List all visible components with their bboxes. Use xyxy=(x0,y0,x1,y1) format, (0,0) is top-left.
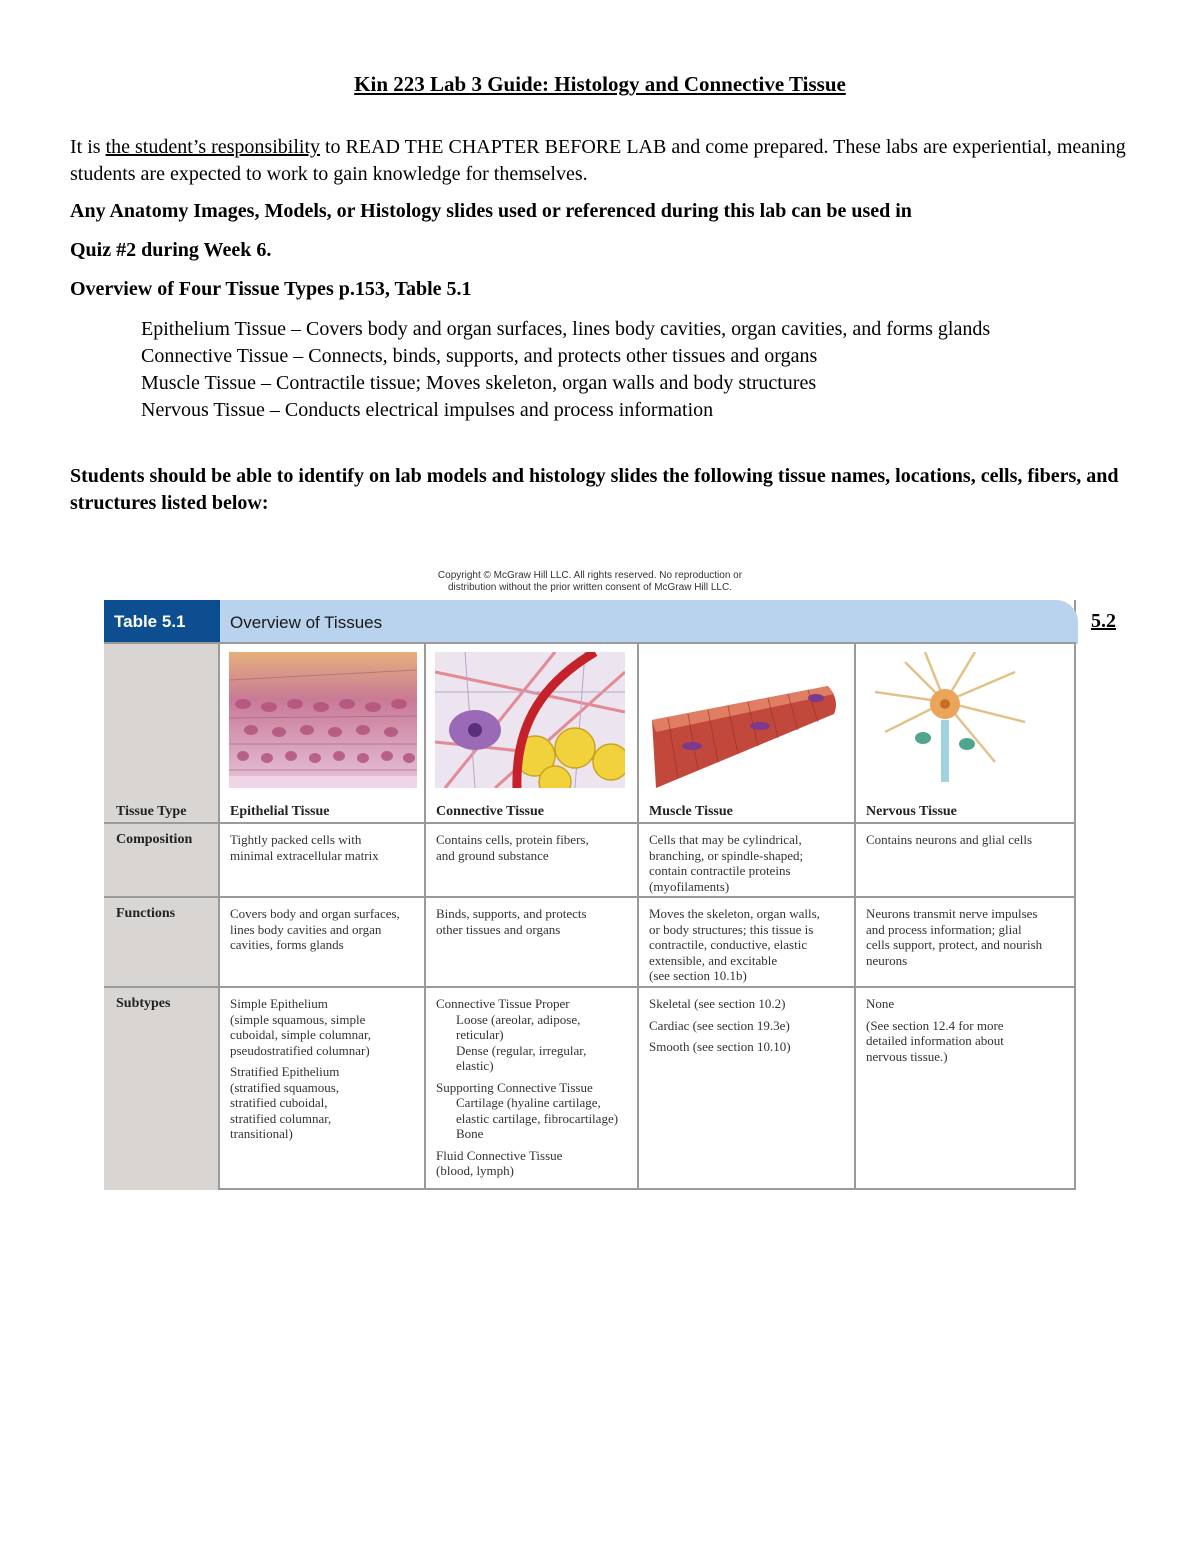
page-title: Kin 223 Lab 3 Guide: Histology and Connective Tissue xyxy=(354,72,846,96)
cell-functions-nervous xyxy=(866,906,1071,968)
cell-line: neurons xyxy=(866,952,908,968)
cell-line: transitional) xyxy=(230,1126,293,1141)
cell-line: extensible, and excitable xyxy=(649,952,778,968)
cell-line: Loose (areolar, adipose, xyxy=(456,1011,581,1027)
cell-line: Neurons transmit nerve impulses xyxy=(866,906,1038,921)
cell-line: contain contractile proteins xyxy=(649,863,791,878)
row-header-tissue-type: Tissue Type xyxy=(116,804,187,819)
cell-subtypes-epithelial xyxy=(230,996,420,1142)
grid-line xyxy=(637,644,639,1190)
overview-heading: Overview of Four Tissue Types p.153, Table 5.1 xyxy=(70,278,472,300)
copyright-line-2: distribution without the prior written consent of McGraw Hill LLC. xyxy=(447,582,732,593)
cell-line: Cartilage (hyaline cartilage, xyxy=(456,1095,601,1110)
cell-line: Cardiac (see section 19.3e) xyxy=(649,1017,790,1033)
intro-post: to READ THE CHAPTER BEFORE LAB and come prepared. These labs are experiential, meaning students are expected to work to gain knowledge for themselves. xyxy=(70,136,1126,185)
copyright-notice xyxy=(380,570,800,594)
cell-subtypes-muscle xyxy=(649,996,849,1055)
cell-line: Tightly packed cells with xyxy=(230,832,362,847)
cell-line: Covers body and organ surfaces, xyxy=(230,906,400,921)
cell-line: Smooth (see section 10.10) xyxy=(649,1039,791,1054)
figure-reference: 5.2 xyxy=(1091,610,1116,632)
table-title: Overview of Tissues xyxy=(220,600,1078,644)
subtype-title: Supporting Connective Tissue xyxy=(436,1079,593,1095)
cell-line: Moves the skeleton, organ walls, xyxy=(649,906,820,921)
cell-composition-muscle xyxy=(649,832,849,894)
cell-line: Skeletal (see section 10.2) xyxy=(649,996,786,1011)
cell-functions-epithelial xyxy=(230,906,420,953)
cell-line: or body structures; this tissue is xyxy=(649,921,814,937)
column-header-muscle: Muscle Tissue xyxy=(649,804,733,819)
grid-line xyxy=(854,644,856,1190)
cell-line: Bone xyxy=(456,1126,484,1141)
cell-composition-connective xyxy=(436,832,632,863)
cell-line: branching, or spindle-shaped; xyxy=(649,847,804,863)
cell-line: (stratified squamous, xyxy=(230,1079,340,1095)
cell-line: other tissues and organs xyxy=(436,921,561,937)
cell-line: (myofilaments) xyxy=(649,878,730,894)
tissue-list-item-muscle: Muscle Tissue – Contractile tissue; Moves skeleton, organ walls and body structures xyxy=(141,372,817,394)
muscle-tissue-illustration xyxy=(648,652,844,788)
cell-line: elastic) xyxy=(456,1058,494,1073)
cell-line: (see section 10.1b) xyxy=(649,968,747,983)
intro-pre: It is xyxy=(70,136,106,158)
connective-tissue-illustration xyxy=(435,652,625,788)
tissue-type-list xyxy=(141,316,1131,424)
table-overview-of-tissues xyxy=(104,600,1076,1190)
row-header-composition: Composition xyxy=(116,832,193,847)
tissue-list-item-connective: Connective Tissue – Connects, binds, supports, and protects other tissues and organs xyxy=(141,345,818,367)
table-header xyxy=(106,600,1078,644)
subtype-title: Simple Epithelium xyxy=(230,996,328,1011)
cell-line: (blood, lymph) xyxy=(436,1163,514,1178)
grid-line xyxy=(104,642,1076,644)
cell-line: (simple squamous, simple xyxy=(230,1011,366,1027)
cell-line: lines body cavities and organ xyxy=(230,921,382,937)
subtype-title: Fluid Connective Tissue xyxy=(436,1147,563,1163)
copyright-line-1: Copyright © McGraw Hill LLC. All rights reserved. No reproduction or xyxy=(437,570,743,581)
cell-line: (See section 12.4 for more xyxy=(866,1017,1004,1033)
cell-composition-nervous xyxy=(866,832,1071,848)
cell-line: and process information; glial xyxy=(866,921,1022,937)
cell-line: Dense (regular, irregular, xyxy=(456,1042,587,1058)
intro-paragraph xyxy=(70,134,1135,188)
students-note: Students should be able to identify on lab models and histology slides the following tissue names, locations, cells, fibers, and structures listed below: xyxy=(70,465,1119,514)
tissue-list-item-epithelium: Epithelium Tissue – Covers body and organ surfaces, lines body cavities, organ cavities, and forms glands xyxy=(141,318,991,340)
intro-underlined: the student’s responsibility xyxy=(105,136,320,158)
cell-line: stratified columnar, xyxy=(230,1110,332,1126)
tissue-list-item-nervous: Nervous Tissue – Conducts electrical impulses and process information xyxy=(141,399,714,421)
cell-line: None xyxy=(866,996,895,1011)
cell-line: Contains cells, protein fibers, xyxy=(436,832,589,847)
cell-line: Binds, supports, and protects xyxy=(436,906,587,921)
column-header-epithelial: Epithelial Tissue xyxy=(230,804,330,819)
epithelial-tissue-illustration xyxy=(229,652,417,788)
grid-line xyxy=(104,822,1076,824)
cell-functions-connective xyxy=(436,906,632,937)
cell-line: cavities, forms glands xyxy=(230,937,344,952)
cell-line: Cells that may be cylindrical, xyxy=(649,832,802,847)
cell-line: reticular) xyxy=(456,1027,504,1042)
subtype-title: Connective Tissue Proper xyxy=(436,996,570,1011)
cell-line: pseudostratified columnar) xyxy=(230,1042,370,1058)
cell-line: cells support, protect, and nourish xyxy=(866,937,1043,952)
cell-line: elastic cartilage, fibrocartilage) xyxy=(456,1110,619,1126)
quiz-notice-line-1: Any Anatomy Images, Models, or Histology slides used or referenced during this lab can be used in xyxy=(70,200,912,222)
grid-line xyxy=(104,896,1076,898)
cell-subtypes-connective xyxy=(436,996,634,1179)
cell-line: cuboidal, simple columnar, xyxy=(230,1027,372,1042)
cell-composition-epithelial xyxy=(230,832,420,863)
table-label: Table 5.1 xyxy=(104,600,220,644)
grid-line xyxy=(218,644,220,1190)
cell-subtypes-nervous xyxy=(866,996,1071,1064)
column-header-connective: Connective Tissue xyxy=(436,804,544,819)
cell-line: stratified cuboidal, xyxy=(230,1095,328,1110)
cell-line: nervous tissue.) xyxy=(866,1048,948,1064)
row-header-functions: Functions xyxy=(116,906,176,921)
cell-line: Contains neurons and glial cells xyxy=(866,832,1033,847)
cell-line: detailed information about xyxy=(866,1033,1004,1048)
grid-line xyxy=(104,986,1076,988)
cell-line: contractile, conductive, elastic xyxy=(649,937,808,952)
grid-line xyxy=(424,644,426,1190)
subtype-title: Stratified Epithelium xyxy=(230,1064,340,1079)
cell-line: and ground substance xyxy=(436,847,549,863)
nervous-tissue-illustration xyxy=(865,652,1061,788)
cell-functions-muscle xyxy=(649,906,849,984)
cell-line: minimal extracellular matrix xyxy=(230,847,379,863)
row-header-subtypes: Subtypes xyxy=(116,996,171,1011)
quiz-notice-line-2: Quiz #2 during Week 6. xyxy=(70,239,272,261)
column-header-nervous: Nervous Tissue xyxy=(866,804,957,819)
